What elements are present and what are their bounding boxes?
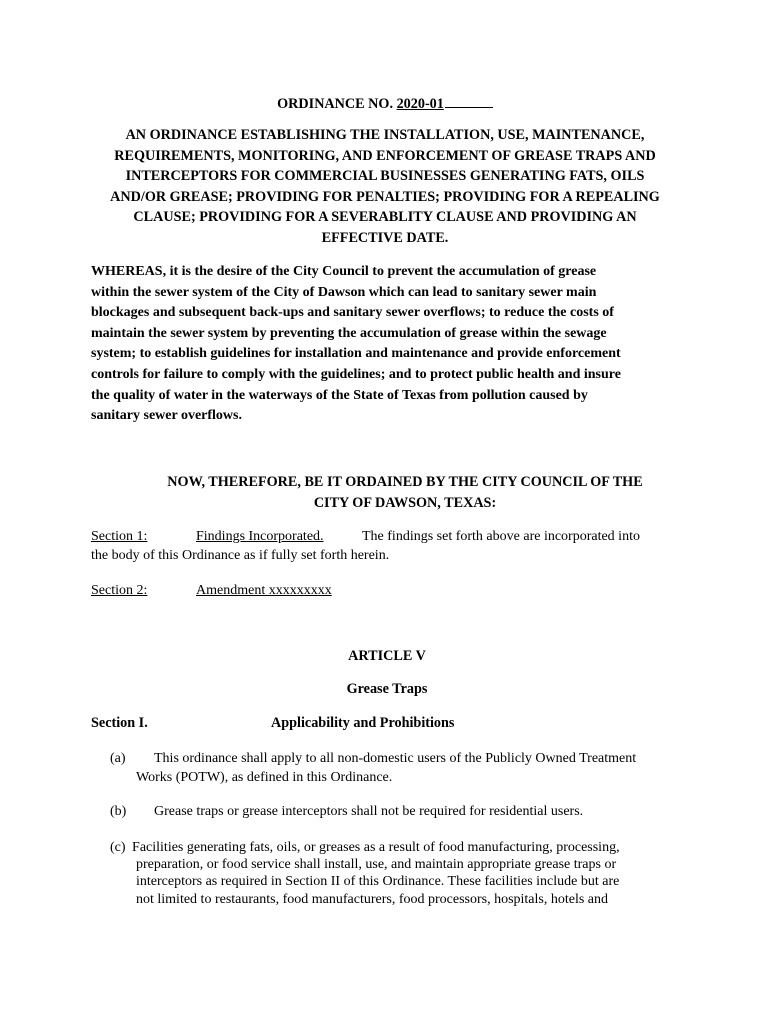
section-i-heading: Applicability and Prohibitions — [271, 715, 455, 731]
title-line: CLAUSE; PROVIDING FOR A SEVERABLITY CLAUSE AND PROVIDING AN — [133, 209, 637, 225]
whereas-paragraph — [91, 262, 711, 427]
whereas-line: maintain the sewer system by preventing the accumulation of grease within the sewage — [91, 325, 607, 341]
section-2-heading: Amendment xxxxxxxxx — [196, 583, 332, 598]
ordained-line: NOW, THEREFORE, BE IT ORDAINED BY THE CITY COUNCIL OF THE — [167, 474, 643, 490]
section-1-text: The findings set forth above are incorporated into — [362, 529, 640, 544]
section-1-heading: Findings Incorporated. — [196, 529, 324, 544]
whereas-line: controls for failure to comply with the guidelines; and to protect public health and insure — [91, 366, 621, 382]
item-c-text-cont: interceptors as required in Section II of this Ordinance. These facilities include but are — [136, 874, 620, 889]
ordinance-number-blank — [445, 93, 493, 108]
title-line: AND/OR GREASE; PROVIDING FOR PENALTIES; PROVIDING FOR A REPEALING — [110, 188, 660, 205]
whereas-line: blockages and subsequent back-ups and sanitary sewer overflows; to reduce the costs of — [91, 305, 614, 321]
article-subtitle: Grease Traps — [346, 681, 428, 697]
item-b-marker: (b) — [110, 804, 127, 819]
section-2 — [91, 581, 731, 600]
ordinance-number: 2020-01 — [396, 96, 444, 112]
item-c-text: Facilities generating fats, oils, or greases as a result of food manufacturing, processing, — [132, 840, 620, 855]
ordinance-number-heading — [0, 93, 770, 113]
item-b-text: Grease traps or grease interceptors shall not be required for residential users. — [154, 804, 584, 819]
section-2-label: Section 2: — [91, 583, 148, 598]
item-a-text: This ordinance shall apply to all non-domestic users of the Publicly Owned Treatment — [154, 751, 637, 766]
item-a — [110, 749, 730, 787]
whereas-line: the quality of water in the waterways of the State of Texas from pollution caused by — [91, 387, 588, 403]
section-1-text-cont: the body of this Ordinance as if fully set forth herein. — [91, 548, 390, 563]
whereas-line: WHEREAS, it is the desire of the City Council to prevent the accumulation of grease — [91, 264, 597, 279]
ordained-line: CITY OF DAWSON, TEXAS: — [313, 494, 497, 511]
item-c-text-cont: not limited to restaurants, food manufacturers, food processors, hospitals, hotels and — [136, 891, 609, 907]
title-line: EFFECTIVE DATE. — [321, 229, 449, 246]
title-line: INTERCEPTORS FOR COMMERCIAL BUSINESSES GENERATING FATS, OILS — [125, 168, 645, 184]
title-line: AN ORDINANCE ESTABLISHING THE INSTALLATION, USE, MAINTENANCE, — [125, 127, 645, 143]
whereas-line: sanitary sewer overflows. — [91, 408, 242, 424]
section-1 — [91, 527, 731, 565]
item-c — [110, 838, 730, 908]
ordinance-title — [0, 125, 770, 248]
ordinance-label: ORDINANCE NO. — [277, 96, 394, 112]
item-b — [110, 802, 730, 821]
item-c-text-cont: preparation, or food service shall install, use, and maintain appropriate grease traps or — [136, 856, 617, 872]
article-title: ARTICLE V — [348, 648, 426, 664]
section-i-label: Section I. — [91, 715, 148, 731]
title-line: REQUIREMENTS, MONITORING, AND ENFORCEMENT OF GREASE TRAPS AND — [114, 147, 656, 164]
ordained-clause — [20, 472, 770, 513]
item-a-marker: (a) — [110, 751, 126, 766]
section-1-label: Section 1: — [91, 529, 148, 544]
item-c-marker: (c) — [110, 840, 126, 855]
item-a-text-cont: Works (POTW), as defined in this Ordinance. — [136, 770, 393, 785]
whereas-line: within the sewer system of the City of Dawson which can lead to sanitary sewer main — [91, 284, 597, 300]
whereas-line: system; to establish guidelines for installation and maintenance and provide enforcement — [91, 346, 621, 362]
